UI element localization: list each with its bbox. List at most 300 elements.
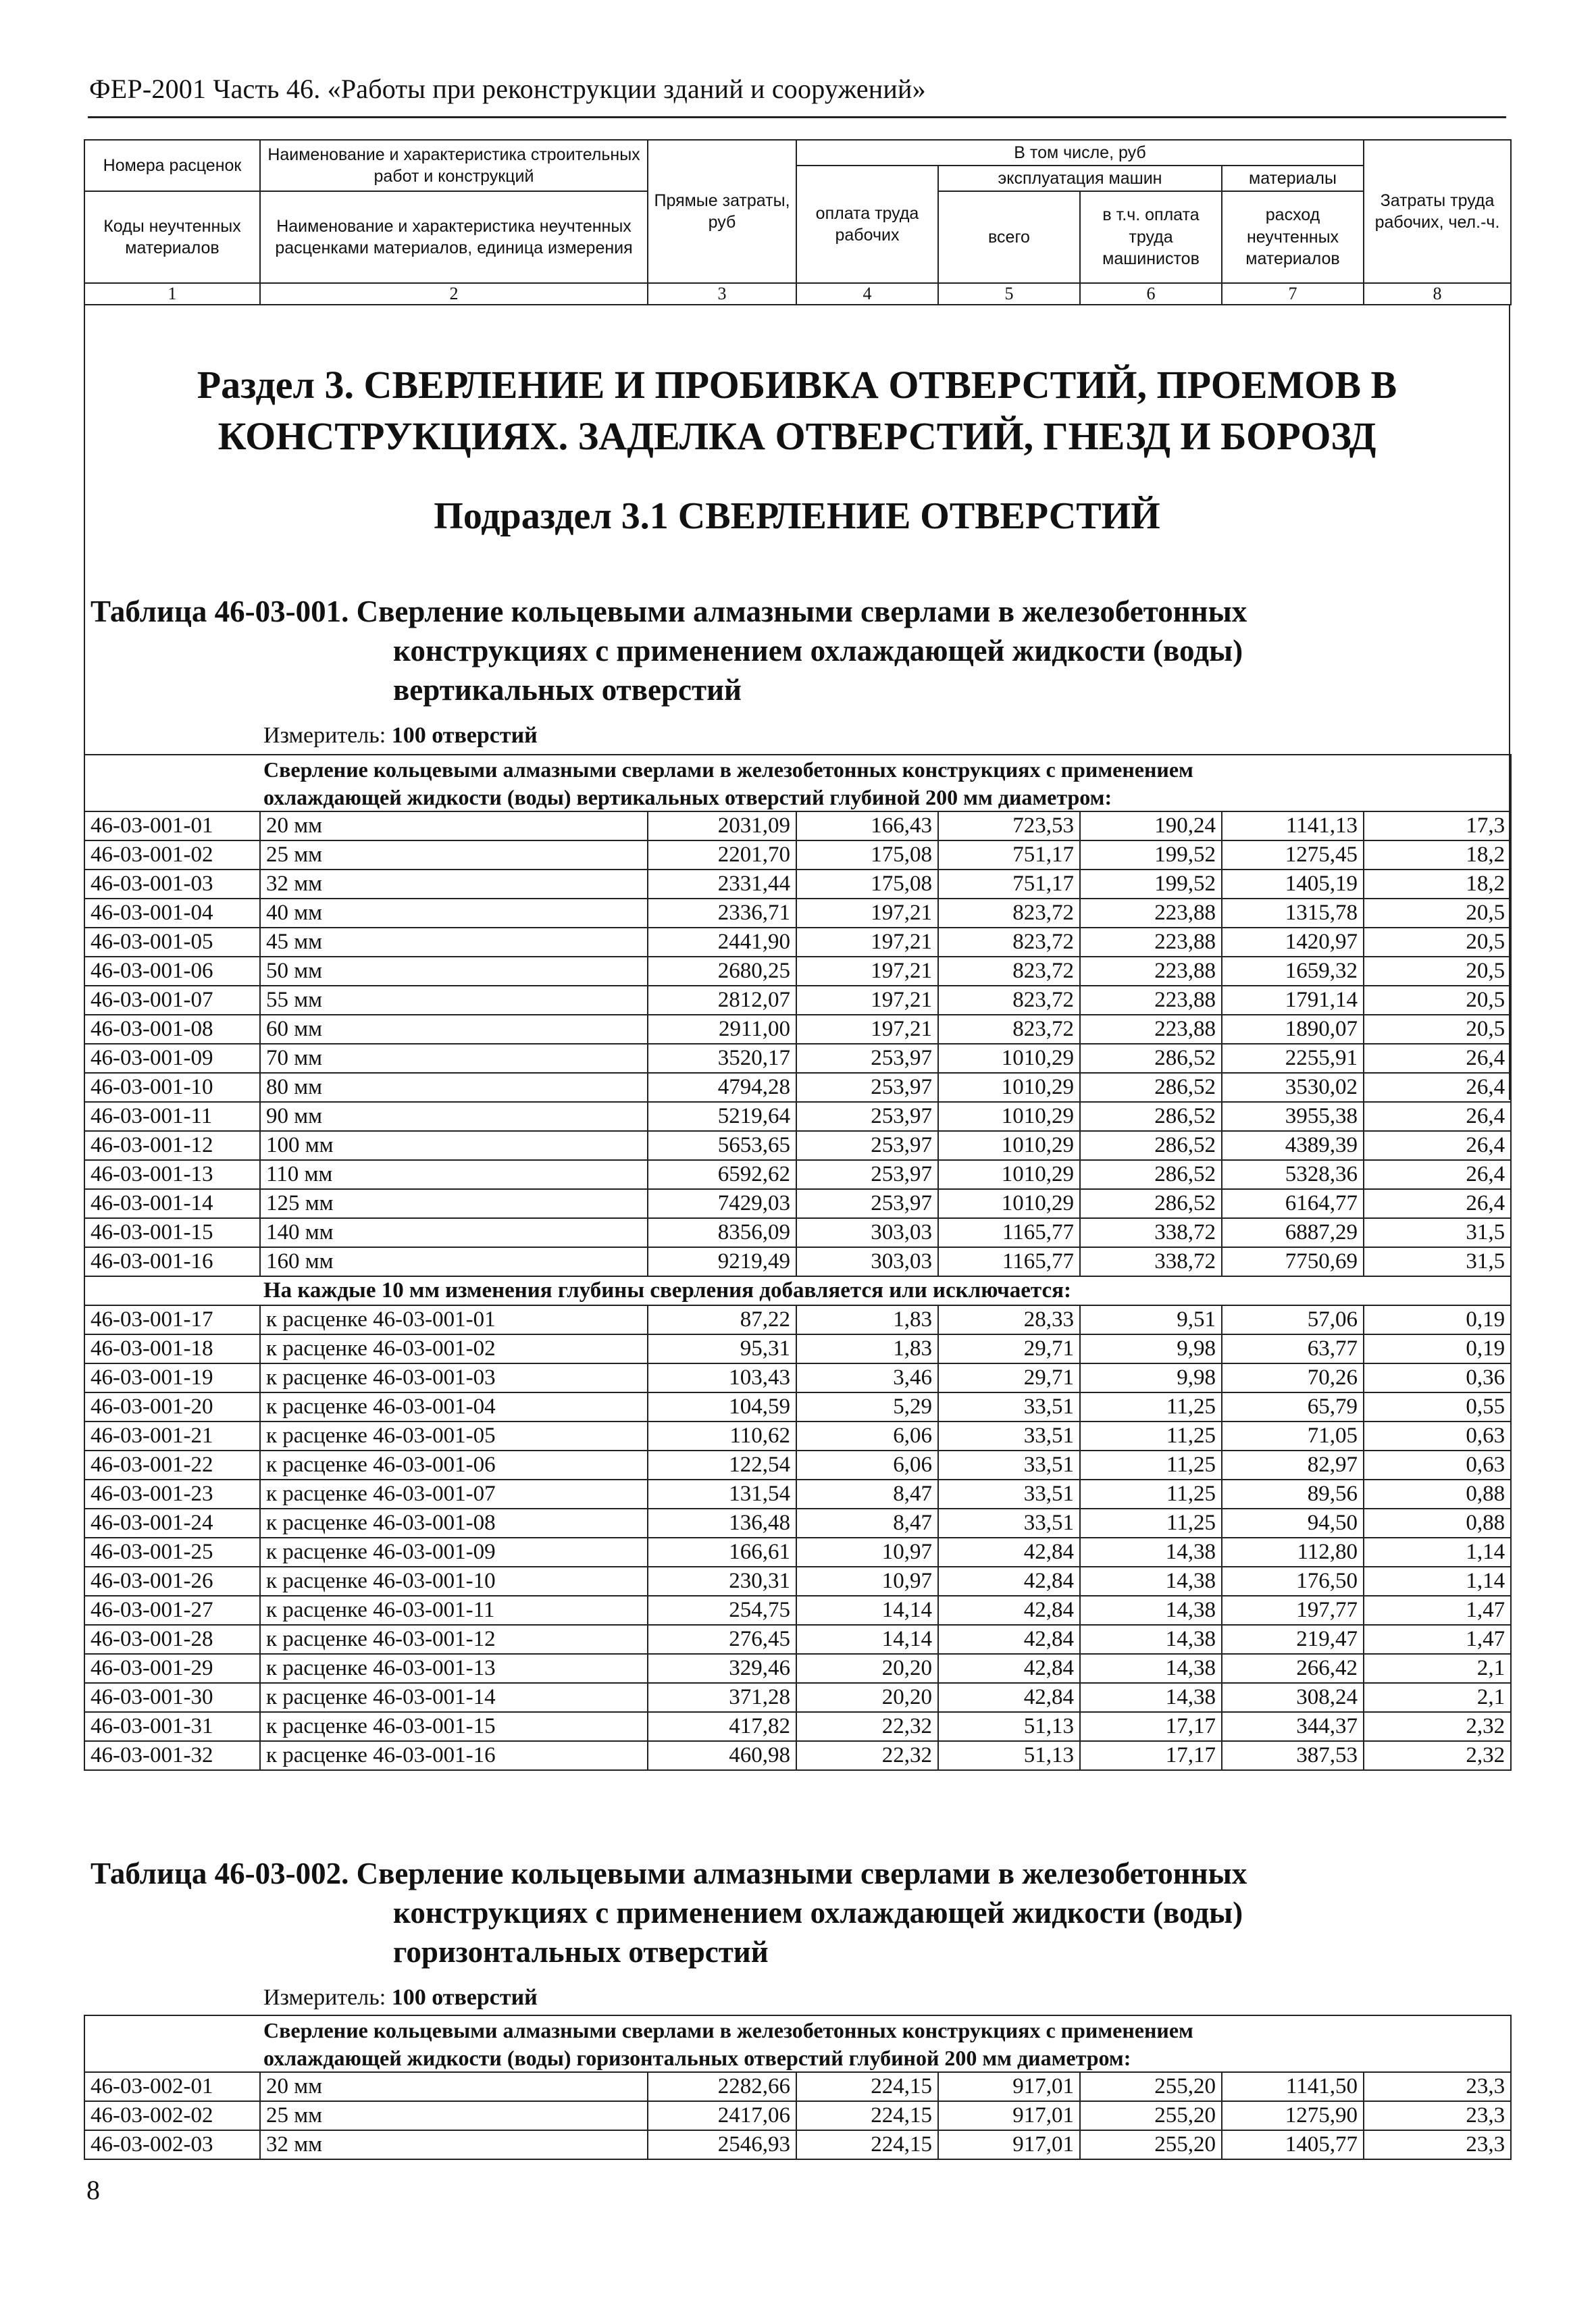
- machinist-wages: 286,52: [1080, 1160, 1222, 1189]
- machinist-wages: 223,88: [1080, 957, 1222, 986]
- work-description: к расценке 46-03-001-02: [260, 1334, 648, 1363]
- rate-code: 46-03-001-13: [84, 1160, 260, 1189]
- direct-costs: 9219,49: [648, 1247, 796, 1276]
- worker-wages: 197,21: [796, 986, 938, 1015]
- rate-code: 46-03-001-29: [84, 1654, 260, 1683]
- rate-code: 46-03-002-02: [84, 2101, 260, 2130]
- labor-hours: 1,47: [1364, 1625, 1511, 1654]
- materials-cost: 5328,36: [1222, 1160, 1364, 1189]
- worker-wages: 6,06: [796, 1422, 938, 1451]
- rate-code: 46-03-001-08: [84, 1015, 260, 1044]
- rate-code: 46-03-001-23: [84, 1480, 260, 1509]
- work-description: к расценке 46-03-001-06: [260, 1451, 648, 1480]
- work-description: 20 мм: [260, 811, 648, 840]
- labor-hours: 0,88: [1364, 1480, 1511, 1509]
- col-number: 5: [938, 283, 1080, 305]
- machines-total: 1010,29: [938, 1044, 1080, 1073]
- machinist-wages: 223,88: [1080, 1015, 1222, 1044]
- labor-hours: 26,4: [1364, 1102, 1511, 1131]
- table-row: [84, 1422, 1511, 1451]
- materials-cost: 308,24: [1222, 1683, 1364, 1712]
- rate-code: 46-03-001-11: [84, 1102, 260, 1131]
- rate-code: 46-03-001-21: [84, 1422, 260, 1451]
- worker-wages: 175,08: [796, 840, 938, 870]
- table2-caption-line1: Сверление кольцевыми алмазными сверлами в железобетонных конструкциях с применением: [84, 2015, 1511, 2044]
- table2-title-line2: конструкциях с применением охлаждающей жидкости (воды): [393, 1896, 1243, 1930]
- materials-cost: 1405,19: [1222, 870, 1364, 899]
- work-description: 25 мм: [260, 2101, 648, 2130]
- meter-value: 100 отверстий: [391, 1985, 538, 2010]
- table-row: [84, 986, 1511, 1015]
- worker-wages: 253,97: [796, 1044, 938, 1073]
- table1-caption-line1: Сверление кольцевыми алмазными сверлами в железобетонных конструкциях с применением: [84, 755, 1511, 783]
- direct-costs: 104,59: [648, 1392, 796, 1422]
- header-col1-top: Номера расценок: [84, 140, 260, 191]
- table-row: [84, 957, 1511, 986]
- header-rule: [88, 116, 1506, 118]
- worker-wages: 197,21: [796, 899, 938, 928]
- labor-hours: 0,63: [1364, 1422, 1511, 1451]
- direct-costs: 131,54: [648, 1480, 796, 1509]
- table-row: [84, 1625, 1511, 1654]
- machines-total: 51,13: [938, 1741, 1080, 1770]
- worker-wages: 8,47: [796, 1480, 938, 1509]
- table-row: [84, 2101, 1511, 2130]
- header-col3: Прямые затраты, руб: [648, 140, 796, 283]
- work-description: 70 мм: [260, 1044, 648, 1073]
- materials-cost: 6164,77: [1222, 1189, 1364, 1218]
- materials-cost: 1275,90: [1222, 2101, 1364, 2130]
- worker-wages: 10,97: [796, 1567, 938, 1596]
- machinist-wages: 255,20: [1080, 2072, 1222, 2101]
- materials-cost: 3530,02: [1222, 1073, 1364, 1102]
- machines-total: 1010,29: [938, 1160, 1080, 1189]
- labor-hours: 26,4: [1364, 1044, 1511, 1073]
- header-col8: Затраты труда рабочих, чел.-ч.: [1364, 140, 1511, 283]
- materials-cost: 70,26: [1222, 1363, 1364, 1392]
- worker-wages: 303,03: [796, 1247, 938, 1276]
- direct-costs: 329,46: [648, 1654, 796, 1683]
- machines-total: 1010,29: [938, 1102, 1080, 1131]
- labor-hours: 23,3: [1364, 2130, 1511, 2159]
- col-number: 6: [1080, 283, 1222, 305]
- machinist-wages: 199,52: [1080, 870, 1222, 899]
- rate-code: 46-03-001-16: [84, 1247, 260, 1276]
- machinist-wages: 255,20: [1080, 2130, 1222, 2159]
- col-number: 2: [260, 283, 648, 305]
- machines-total: 917,01: [938, 2101, 1080, 2130]
- worker-wages: 166,43: [796, 811, 938, 840]
- worker-wages: 5,29: [796, 1392, 938, 1422]
- direct-costs: 2331,44: [648, 870, 796, 899]
- table-row: [84, 1712, 1511, 1741]
- work-description: 160 мм: [260, 1247, 648, 1276]
- machines-total: 28,33: [938, 1305, 1080, 1334]
- materials-cost: 65,79: [1222, 1392, 1364, 1422]
- table1-depth-caption: На каждые 10 мм изменения глубины сверления добавляется или исключается:: [84, 1276, 1511, 1305]
- work-description: к расценке 46-03-001-10: [260, 1567, 648, 1596]
- table-row: [84, 1363, 1511, 1392]
- labor-hours: 23,3: [1364, 2101, 1511, 2130]
- header-col2-bottom: Наименование и характеристика неучтенных расценками материалов, единица измерения: [260, 191, 648, 283]
- table-row: [84, 1451, 1511, 1480]
- machinist-wages: 11,25: [1080, 1422, 1222, 1451]
- rate-code: 46-03-002-01: [84, 2072, 260, 2101]
- materials-cost: 7750,69: [1222, 1247, 1364, 1276]
- meter-label: Измеритель:: [263, 1985, 386, 2010]
- machines-total: 751,17: [938, 840, 1080, 870]
- direct-costs: 6592,62: [648, 1160, 796, 1189]
- direct-costs: 3520,17: [648, 1044, 796, 1073]
- materials-cost: 6887,29: [1222, 1218, 1364, 1247]
- worker-wages: 303,03: [796, 1218, 938, 1247]
- rate-code: 46-03-001-03: [84, 870, 260, 899]
- materials-cost: 63,77: [1222, 1334, 1364, 1363]
- machinist-wages: 223,88: [1080, 928, 1222, 957]
- direct-costs: 2031,09: [648, 811, 796, 840]
- rate-code: 46-03-002-03: [84, 2130, 260, 2159]
- direct-costs: 5653,65: [648, 1131, 796, 1160]
- work-description: 110 мм: [260, 1160, 648, 1189]
- direct-costs: 136,48: [648, 1509, 796, 1538]
- machinist-wages: 338,72: [1080, 1218, 1222, 1247]
- machinist-wages: 286,52: [1080, 1189, 1222, 1218]
- machines-total: 1165,77: [938, 1218, 1080, 1247]
- table-row: [84, 840, 1511, 870]
- machines-total: 42,84: [938, 1625, 1080, 1654]
- labor-hours: 0,19: [1364, 1334, 1511, 1363]
- rate-code: 46-03-001-07: [84, 986, 260, 1015]
- table2-title-line1: Таблица 46-03-002. Сверление кольцевыми алмазными сверлами в железобетонных: [91, 1857, 1247, 1890]
- table-row: [84, 811, 1511, 840]
- machinist-wages: 338,72: [1080, 1247, 1222, 1276]
- work-description: к расценке 46-03-001-09: [260, 1538, 648, 1567]
- worker-wages: 6,06: [796, 1451, 938, 1480]
- materials-cost: 1659,32: [1222, 957, 1364, 986]
- labor-hours: 26,4: [1364, 1160, 1511, 1189]
- table-row: [84, 1741, 1511, 1770]
- work-description: 50 мм: [260, 957, 648, 986]
- worker-wages: 22,32: [796, 1741, 938, 1770]
- rate-code: 46-03-001-28: [84, 1625, 260, 1654]
- col-number: 4: [796, 283, 938, 305]
- worker-wages: 14,14: [796, 1625, 938, 1654]
- machines-total: 917,01: [938, 2130, 1080, 2159]
- direct-costs: 230,31: [648, 1567, 796, 1596]
- table-row: [84, 1218, 1511, 1247]
- labor-hours: 26,4: [1364, 1073, 1511, 1102]
- labor-hours: 1,47: [1364, 1596, 1511, 1625]
- table-row: [84, 1102, 1511, 1131]
- table-row: [84, 1131, 1511, 1160]
- col-number: 1: [84, 283, 260, 305]
- work-description: 55 мм: [260, 986, 648, 1015]
- worker-wages: 20,20: [796, 1654, 938, 1683]
- machinist-wages: 286,52: [1080, 1073, 1222, 1102]
- rate-code: 46-03-001-06: [84, 957, 260, 986]
- work-description: к расценке 46-03-001-11: [260, 1596, 648, 1625]
- table1-title: [91, 592, 1247, 709]
- meter-label: Измеритель:: [263, 723, 386, 748]
- work-description: 80 мм: [260, 1073, 648, 1102]
- labor-hours: 31,5: [1364, 1247, 1511, 1276]
- work-description: 20 мм: [260, 2072, 648, 2101]
- labor-hours: 1,14: [1364, 1538, 1511, 1567]
- direct-costs: 2680,25: [648, 957, 796, 986]
- machinist-wages: 9,98: [1080, 1363, 1222, 1392]
- machines-total: 42,84: [938, 1567, 1080, 1596]
- direct-costs: 5219,64: [648, 1102, 796, 1131]
- rate-code: 46-03-001-17: [84, 1305, 260, 1334]
- machinist-wages: 190,24: [1080, 811, 1222, 840]
- work-description: 60 мм: [260, 1015, 648, 1044]
- work-description: к расценке 46-03-001-04: [260, 1392, 648, 1422]
- labor-hours: 0,63: [1364, 1451, 1511, 1480]
- labor-hours: 31,5: [1364, 1218, 1511, 1247]
- direct-costs: 371,28: [648, 1683, 796, 1712]
- table-row: [84, 1044, 1511, 1073]
- work-description: 25 мм: [260, 840, 648, 870]
- direct-costs: 276,45: [648, 1625, 796, 1654]
- worker-wages: 224,15: [796, 2130, 938, 2159]
- rate-code: 46-03-001-25: [84, 1538, 260, 1567]
- machines-total: 33,51: [938, 1480, 1080, 1509]
- labor-hours: 20,5: [1364, 928, 1511, 957]
- machines-total: 1010,29: [938, 1073, 1080, 1102]
- worker-wages: 253,97: [796, 1160, 938, 1189]
- header-col1-bottom: Коды неучтенных материалов: [84, 191, 260, 283]
- materials-cost: 266,42: [1222, 1654, 1364, 1683]
- header-col7: расход неучтенных материалов: [1222, 191, 1364, 283]
- labor-hours: 18,2: [1364, 840, 1511, 870]
- labor-hours: 2,1: [1364, 1683, 1511, 1712]
- materials-cost: 176,50: [1222, 1567, 1364, 1596]
- rate-code: 46-03-001-05: [84, 928, 260, 957]
- labor-hours: 23,3: [1364, 2072, 1511, 2101]
- machinist-wages: 17,17: [1080, 1712, 1222, 1741]
- machinist-wages: 255,20: [1080, 2101, 1222, 2130]
- machines-total: 29,71: [938, 1363, 1080, 1392]
- machines-total: 51,13: [938, 1712, 1080, 1741]
- labor-hours: 20,5: [1364, 1015, 1511, 1044]
- materials-cost: 2255,91: [1222, 1044, 1364, 1073]
- machines-total: 751,17: [938, 870, 1080, 899]
- table1-caption-line2: охлаждающей жидкости (воды) вертикальных отверстий глубиной 200 мм диаметром:: [84, 783, 1511, 811]
- machines-total: 1010,29: [938, 1131, 1080, 1160]
- header-col2-top: Наименование и характеристика строительных работ и конструкций: [260, 140, 648, 191]
- work-description: к расценке 46-03-001-08: [260, 1509, 648, 1538]
- direct-costs: 8356,09: [648, 1218, 796, 1247]
- worker-wages: 1,83: [796, 1334, 938, 1363]
- direct-costs: 87,22: [648, 1305, 796, 1334]
- rate-code: 46-03-001-02: [84, 840, 260, 870]
- rate-code: 46-03-001-14: [84, 1189, 260, 1218]
- machines-total: 33,51: [938, 1451, 1080, 1480]
- labor-hours: 2,32: [1364, 1712, 1511, 1741]
- header-group-including: В том числе, руб: [796, 140, 1364, 166]
- direct-costs: 103,43: [648, 1363, 796, 1392]
- work-description: к расценке 46-03-001-15: [260, 1712, 648, 1741]
- rate-code: 46-03-001-32: [84, 1741, 260, 1770]
- materials-cost: 4389,39: [1222, 1131, 1364, 1160]
- table-row: [84, 1654, 1511, 1683]
- rate-code: 46-03-001-10: [84, 1073, 260, 1102]
- rate-code: 46-03-001-12: [84, 1131, 260, 1160]
- subsection-title: Подраздел 3.1 СВЕРЛЕНИЕ ОТВЕРСТИЙ: [434, 495, 1160, 537]
- direct-costs: 7429,03: [648, 1189, 796, 1218]
- direct-costs: 254,75: [648, 1596, 796, 1625]
- table1: [84, 754, 1512, 1771]
- worker-wages: 1,83: [796, 1305, 938, 1334]
- table1-title-line2: конструкциях с применением охлаждающей жидкости (воды): [393, 634, 1243, 668]
- col-number: 8: [1364, 283, 1511, 305]
- labor-hours: 20,5: [1364, 899, 1511, 928]
- direct-costs: 2546,93: [648, 2130, 796, 2159]
- labor-hours: 20,5: [1364, 986, 1511, 1015]
- machines-total: 33,51: [938, 1509, 1080, 1538]
- worker-wages: 197,21: [796, 957, 938, 986]
- worker-wages: 253,97: [796, 1102, 938, 1131]
- direct-costs: 2441,90: [648, 928, 796, 957]
- machinist-wages: 11,25: [1080, 1509, 1222, 1538]
- direct-costs: 4794,28: [648, 1073, 796, 1102]
- table-row: [84, 1392, 1511, 1422]
- table-row: [84, 1015, 1511, 1044]
- table-row: [84, 2130, 1511, 2159]
- table1-title-line1: Таблица 46-03-001. Сверление кольцевыми алмазными сверлами в железобетонных: [91, 595, 1247, 628]
- table-row: [84, 899, 1511, 928]
- table-row: [84, 1596, 1511, 1625]
- materials-cost: 1420,97: [1222, 928, 1364, 957]
- worker-wages: 253,97: [796, 1189, 938, 1218]
- table-row: [84, 928, 1511, 957]
- direct-costs: 2282,66: [648, 2072, 796, 2101]
- table1-title-line3: вертикальных отверстий: [393, 673, 742, 707]
- materials-cost: 1141,50: [1222, 2072, 1364, 2101]
- materials-cost: 1791,14: [1222, 986, 1364, 1015]
- machinist-wages: 14,38: [1080, 1683, 1222, 1712]
- direct-costs: 95,31: [648, 1334, 796, 1363]
- machinist-wages: 17,17: [1080, 1741, 1222, 1770]
- table-row: [84, 1189, 1511, 1218]
- machines-total: 29,71: [938, 1334, 1080, 1363]
- machinist-wages: 11,25: [1080, 1392, 1222, 1422]
- machines-total: 1010,29: [938, 1189, 1080, 1218]
- worker-wages: 253,97: [796, 1073, 938, 1102]
- worker-wages: 175,08: [796, 870, 938, 899]
- table2-title: [91, 1854, 1247, 1971]
- materials-cost: 219,47: [1222, 1625, 1364, 1654]
- machines-total: 823,72: [938, 928, 1080, 957]
- header-col4: оплата труда рабочих: [796, 166, 938, 283]
- labor-hours: 20,5: [1364, 957, 1511, 986]
- materials-cost: 1141,13: [1222, 811, 1364, 840]
- materials-cost: 387,53: [1222, 1741, 1364, 1770]
- table2-title-line3: горизонтальных отверстий: [393, 1935, 769, 1969]
- materials-cost: 1405,77: [1222, 2130, 1364, 2159]
- labor-hours: 0,88: [1364, 1509, 1511, 1538]
- labor-hours: 2,32: [1364, 1741, 1511, 1770]
- labor-hours: 26,4: [1364, 1189, 1511, 1218]
- table2-caption-line2: охлаждающей жидкости (воды) горизонтальных отверстий глубиной 200 мм диаметром:: [84, 2044, 1511, 2072]
- machinist-wages: 14,38: [1080, 1538, 1222, 1567]
- materials-cost: 89,56: [1222, 1480, 1364, 1509]
- rate-code: 46-03-001-31: [84, 1712, 260, 1741]
- direct-costs: 2417,06: [648, 2101, 796, 2130]
- materials-cost: 1890,07: [1222, 1015, 1364, 1044]
- running-header: ФЕР-2001 Часть 46. «Работы при реконструкции зданий и сооружений»: [89, 74, 926, 104]
- page-number: 8: [86, 2175, 100, 2205]
- header-col6: в т.ч. оплата труда машинистов: [1080, 191, 1222, 283]
- work-description: к расценке 46-03-001-12: [260, 1625, 648, 1654]
- machinist-wages: 9,51: [1080, 1305, 1222, 1334]
- labor-hours: 0,19: [1364, 1305, 1511, 1334]
- machines-total: 823,72: [938, 957, 1080, 986]
- machinist-wages: 14,38: [1080, 1625, 1222, 1654]
- machines-total: 1165,77: [938, 1247, 1080, 1276]
- materials-cost: 71,05: [1222, 1422, 1364, 1451]
- labor-hours: 26,4: [1364, 1131, 1511, 1160]
- table2: [84, 2015, 1512, 2160]
- direct-costs: 2201,70: [648, 840, 796, 870]
- direct-costs: 417,82: [648, 1712, 796, 1741]
- table-row: [84, 1073, 1511, 1102]
- work-description: к расценке 46-03-001-05: [260, 1422, 648, 1451]
- work-description: 32 мм: [260, 870, 648, 899]
- col-number: 7: [1222, 283, 1364, 305]
- work-description: 45 мм: [260, 928, 648, 957]
- col-number: 3: [648, 283, 796, 305]
- rate-code: 46-03-001-20: [84, 1392, 260, 1422]
- direct-costs: 2336,71: [648, 899, 796, 928]
- machinist-wages: 14,38: [1080, 1567, 1222, 1596]
- worker-wages: 22,32: [796, 1712, 938, 1741]
- work-description: к расценке 46-03-001-03: [260, 1363, 648, 1392]
- machinist-wages: 9,98: [1080, 1334, 1222, 1363]
- direct-costs: 166,61: [648, 1538, 796, 1567]
- labor-hours: 18,2: [1364, 870, 1511, 899]
- rate-code: 46-03-001-04: [84, 899, 260, 928]
- machinist-wages: 11,25: [1080, 1480, 1222, 1509]
- rate-code: 46-03-001-19: [84, 1363, 260, 1392]
- header-materials-group: материалы: [1222, 166, 1364, 191]
- worker-wages: 197,21: [796, 928, 938, 957]
- machinist-wages: 223,88: [1080, 899, 1222, 928]
- work-description: 140 мм: [260, 1218, 648, 1247]
- machinist-wages: 199,52: [1080, 840, 1222, 870]
- rate-code: 46-03-001-27: [84, 1596, 260, 1625]
- table-row: [84, 1160, 1511, 1189]
- labor-hours: 1,14: [1364, 1567, 1511, 1596]
- table-row: [84, 2072, 1511, 2101]
- machines-total: 917,01: [938, 2072, 1080, 2101]
- column-header-table: [84, 139, 1512, 305]
- direct-costs: 2812,07: [648, 986, 796, 1015]
- table-row: [84, 1538, 1511, 1567]
- materials-cost: 1315,78: [1222, 899, 1364, 928]
- labor-hours: 17,3: [1364, 811, 1511, 840]
- worker-wages: 14,14: [796, 1596, 938, 1625]
- machines-total: 33,51: [938, 1422, 1080, 1451]
- machines-total: 33,51: [938, 1392, 1080, 1422]
- work-description: 100 мм: [260, 1131, 648, 1160]
- work-description: к расценке 46-03-001-01: [260, 1305, 648, 1334]
- machines-total: 723,53: [938, 811, 1080, 840]
- direct-costs: 110,62: [648, 1422, 796, 1451]
- work-description: 90 мм: [260, 1102, 648, 1131]
- machines-total: 823,72: [938, 899, 1080, 928]
- materials-cost: 94,50: [1222, 1509, 1364, 1538]
